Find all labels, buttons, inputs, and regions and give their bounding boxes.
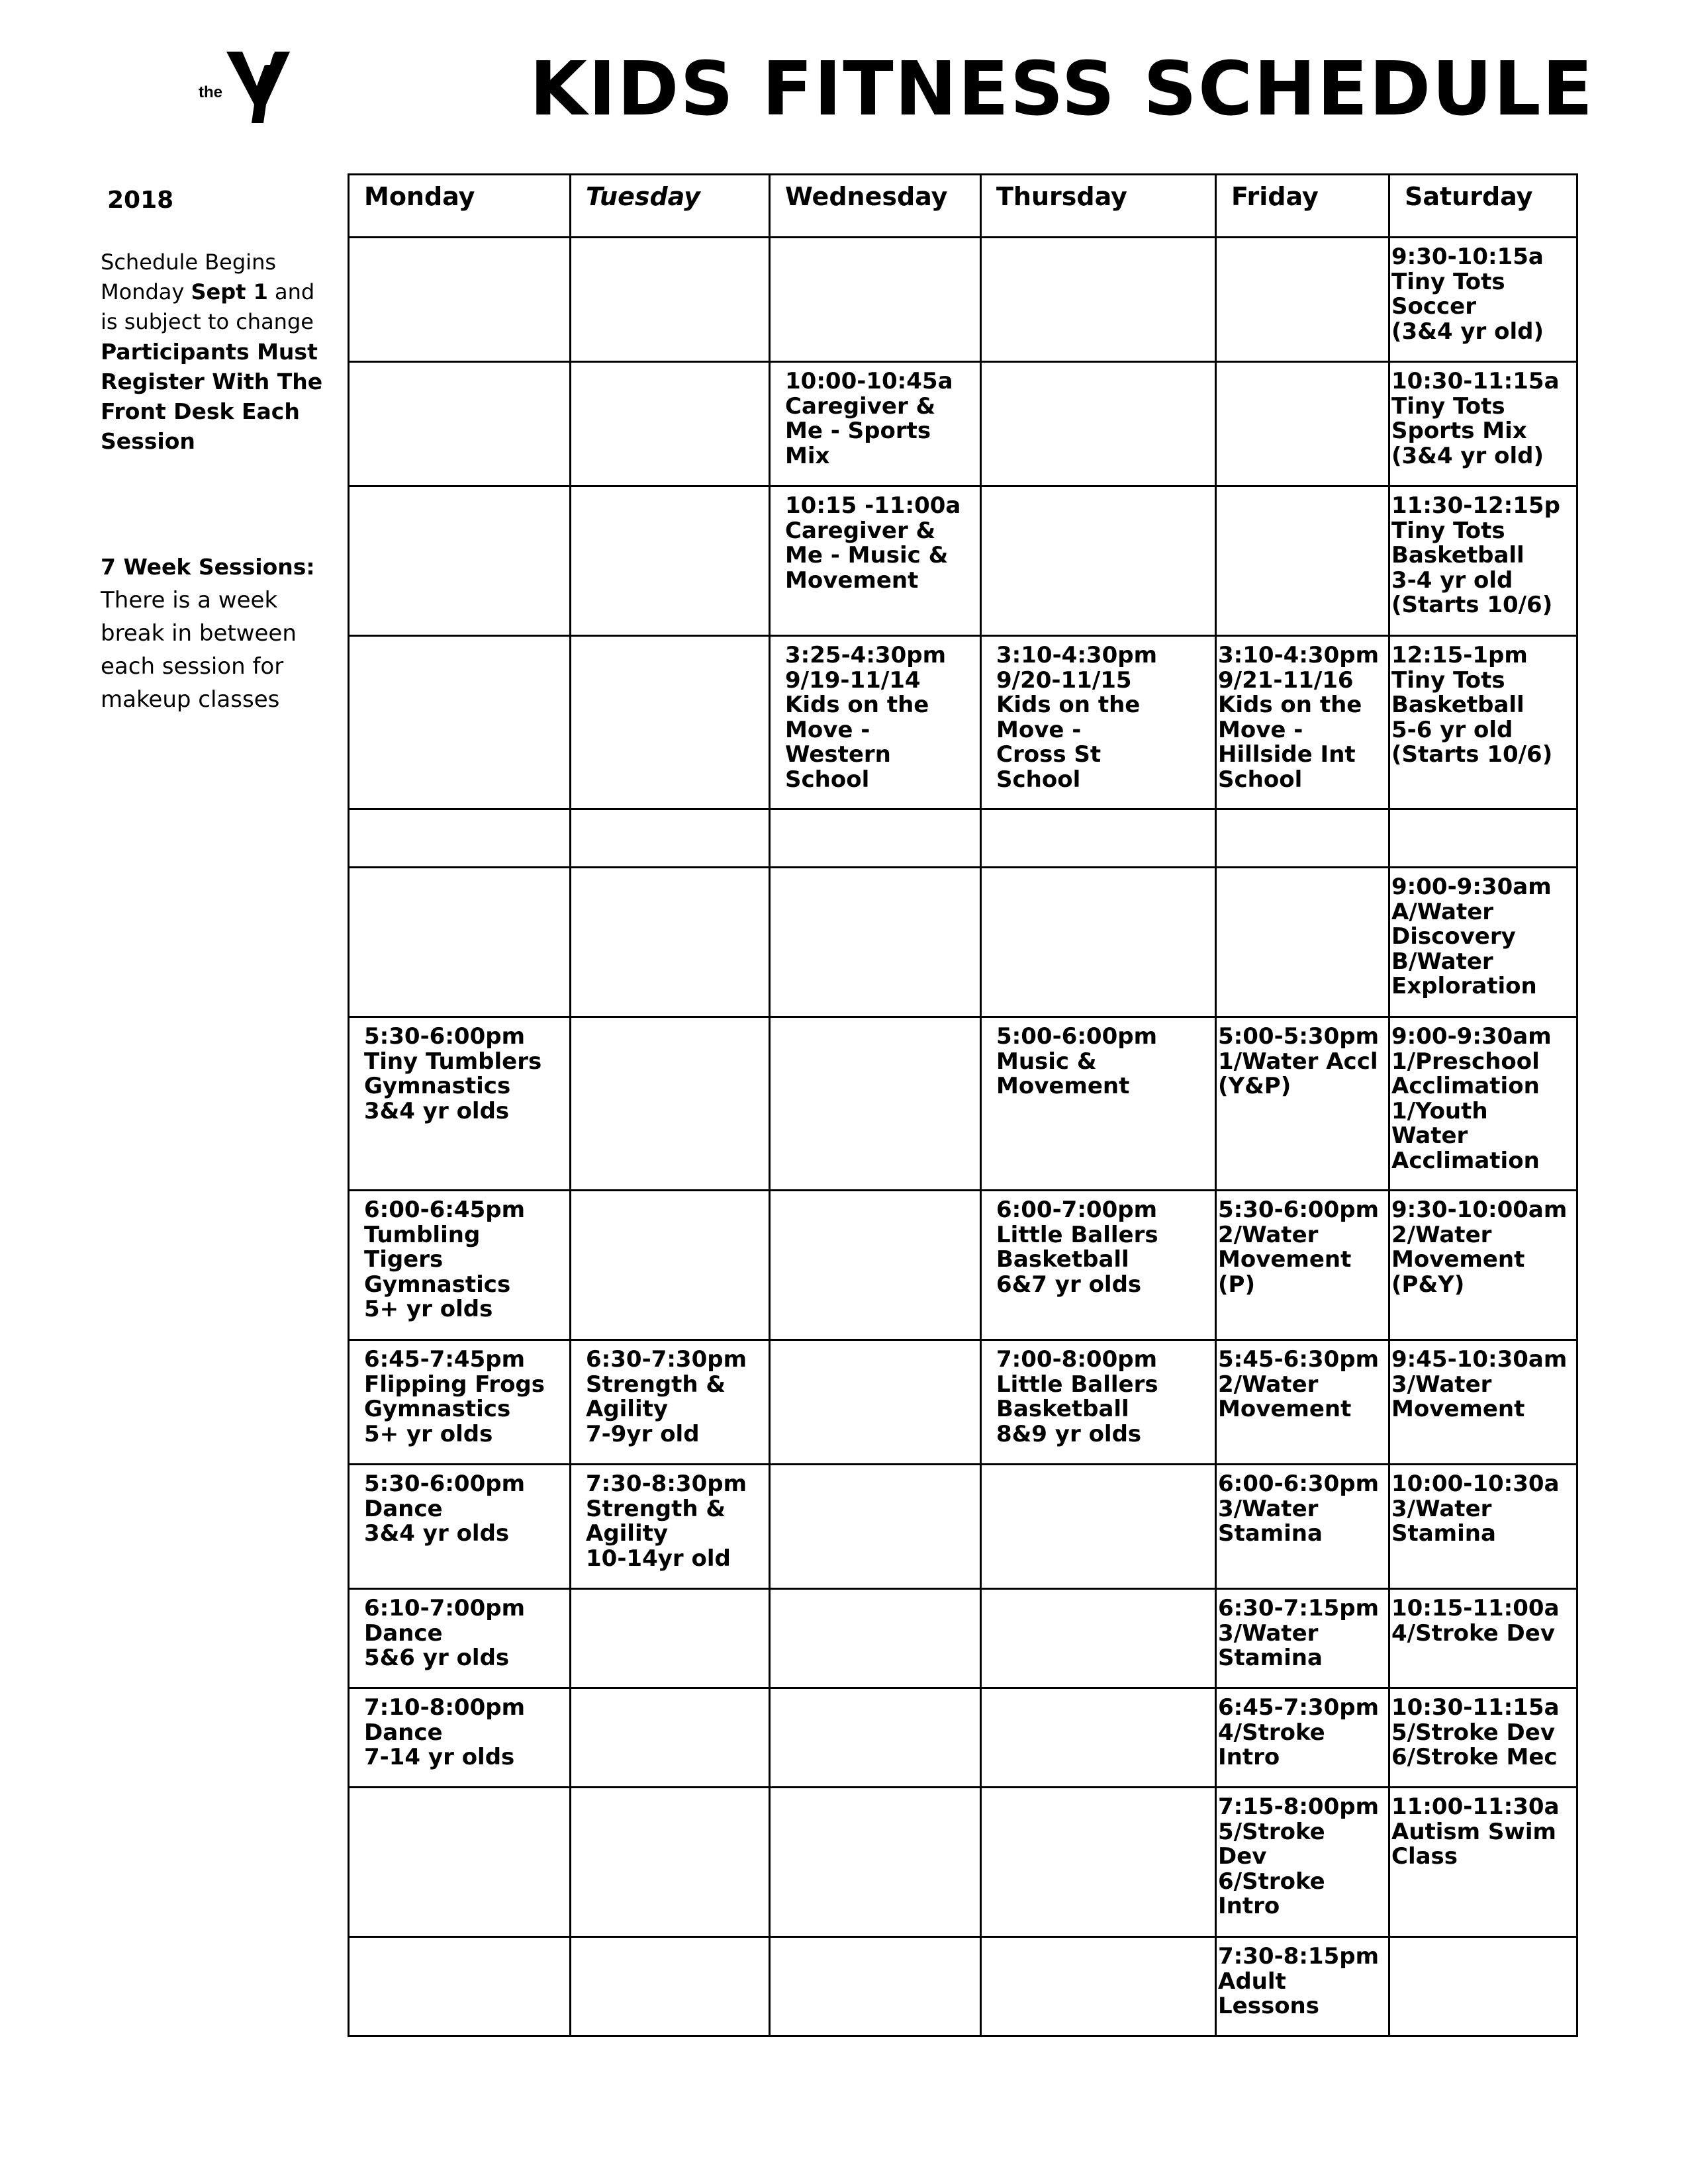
table-row (349, 1340, 1577, 1465)
cell-saturday (1389, 1017, 1577, 1191)
class-entry: 6:00-6:45pm Tumbling Tigers Gymnastics 5+ yr olds (364, 1197, 526, 1322)
class-entry (771, 1788, 980, 1795)
class-entry (982, 1590, 1215, 1596)
cell-thursday (981, 809, 1216, 868)
note-line-2-post: and (267, 279, 315, 304)
cell-saturday (1389, 238, 1577, 362)
cell-monday (349, 1191, 571, 1340)
class-entry: 9:30-10:00am 2/Water Movement (P&Y) (1391, 1197, 1568, 1298)
cell-saturday (1389, 1937, 1577, 2036)
registration-note: Participants Must Register With The Front Desk Each Session (101, 339, 323, 454)
class-entry (982, 1938, 1215, 1944)
table-row (349, 1688, 1577, 1788)
cell-monday (349, 1589, 571, 1688)
class-entry (1217, 868, 1388, 875)
class-entry (571, 810, 769, 817)
table-header-row (349, 175, 1577, 238)
cell-wednesday (770, 1340, 981, 1465)
class-entry: 5:30-6:00pm Dance 3&4 yr olds (364, 1471, 526, 1547)
header-saturday: Saturday (1389, 175, 1577, 238)
class-entry: 6:00-7:00pm Little Ballers Basketball 6&7 yr olds (996, 1197, 1158, 1298)
class-entry (350, 637, 569, 643)
cell-monday (349, 1937, 571, 2036)
table-row (349, 1191, 1577, 1340)
cell-saturday (1389, 362, 1577, 486)
schedule-table (348, 173, 1578, 2037)
class-entry (571, 487, 769, 494)
cell-monday (349, 868, 571, 1017)
cell-tuesday (571, 238, 770, 362)
class-entry (771, 1938, 980, 1944)
cell-wednesday (770, 1937, 981, 2036)
class-entry (1217, 487, 1388, 494)
cell-wednesday (770, 868, 981, 1017)
class-entry (1217, 238, 1388, 245)
class-entry: 7:15-8:00pm 5/Stroke Dev 6/Stroke Intro (1218, 1794, 1380, 1919)
class-entry: 6:30-7:15pm 3/Water Stamina (1218, 1595, 1380, 1671)
cell-friday (1216, 1688, 1389, 1788)
cell-tuesday (571, 1788, 770, 1937)
cell-saturday (1389, 1340, 1577, 1465)
class-entry (982, 810, 1215, 817)
class-entry (1217, 363, 1388, 369)
schedule-notes (101, 248, 326, 456)
cell-friday (1216, 1589, 1389, 1688)
sessions-text: There is a week break in between each session for makeup classes (101, 587, 297, 713)
cell-thursday (981, 1340, 1216, 1465)
table-row (349, 1465, 1577, 1589)
cell-wednesday (770, 1788, 981, 1937)
cell-friday (1216, 1937, 1389, 2036)
class-entry (982, 1788, 1215, 1795)
cell-friday (1216, 1340, 1389, 1465)
cell-tuesday (571, 636, 770, 809)
header-thursday: Thursday (981, 175, 1216, 238)
cell-wednesday (770, 1465, 981, 1589)
header-monday: Monday (349, 175, 571, 238)
class-entry: 7:10-8:00pm Dance 7-14 yr olds (364, 1694, 526, 1770)
cell-tuesday (571, 486, 770, 636)
cell-wednesday (770, 238, 981, 362)
class-entry: 10:00-10:30a 3/Water Stamina (1391, 1471, 1560, 1547)
class-entry: 10:15 -11:00a Caregiver & Me - Music & Movement (785, 492, 961, 594)
cell-thursday (981, 1191, 1216, 1340)
class-entry: 5:30-6:00pm Tiny Tumblers Gymnastics 3&4 yr olds (364, 1023, 542, 1124)
cell-saturday (1389, 809, 1577, 868)
class-entry (571, 1590, 769, 1596)
cell-thursday (981, 1017, 1216, 1191)
table-row (349, 868, 1577, 1017)
cell-friday (1216, 486, 1389, 636)
class-entry (571, 1788, 769, 1795)
class-entry (982, 1465, 1215, 1472)
cell-saturday (1389, 1589, 1577, 1688)
cell-wednesday (770, 809, 981, 868)
cell-wednesday (770, 1191, 981, 1340)
cell-tuesday (571, 1340, 770, 1465)
class-entry (771, 868, 980, 875)
cell-thursday (981, 486, 1216, 636)
cell-monday (349, 486, 571, 636)
class-entry: 9:00-9:30am A/Water Discovery B/Water Exploration (1391, 874, 1552, 999)
class-entry (771, 238, 980, 245)
class-entry: 6:30-7:30pm Strength & Agility 7-9yr old (586, 1346, 747, 1447)
cell-saturday (1389, 1465, 1577, 1589)
cell-tuesday (571, 1688, 770, 1788)
cell-thursday (981, 1589, 1216, 1688)
table-row (349, 362, 1577, 486)
cell-thursday (981, 1465, 1216, 1589)
class-entry (1390, 1938, 1576, 1944)
cell-saturday (1389, 1191, 1577, 1340)
cell-tuesday (571, 1589, 770, 1688)
class-entry: 6:00-6:30pm 3/Water Stamina (1218, 1471, 1380, 1547)
session-info (101, 551, 326, 716)
cell-tuesday (571, 868, 770, 1017)
cell-friday (1216, 868, 1389, 1017)
class-entry (771, 1590, 980, 1596)
class-entry (771, 1465, 980, 1472)
class-entry (571, 363, 769, 369)
cell-friday (1216, 1788, 1389, 1937)
cell-thursday (981, 1688, 1216, 1788)
class-entry (571, 868, 769, 875)
class-entry (571, 1191, 769, 1198)
class-entry (350, 868, 569, 875)
cell-monday (349, 1340, 571, 1465)
class-entry: 7:00-8:00pm Little Ballers Basketball 8&9 yr olds (996, 1346, 1158, 1447)
cell-wednesday (770, 1017, 981, 1191)
class-entry (350, 238, 569, 245)
cell-tuesday (571, 1465, 770, 1589)
cell-friday (1216, 1017, 1389, 1191)
header-tuesday: Tuesday (571, 175, 770, 238)
class-entry (771, 1191, 980, 1198)
class-entry (571, 1938, 769, 1944)
cell-thursday (981, 1788, 1216, 1937)
table-row (349, 486, 1577, 636)
cell-friday (1216, 1191, 1389, 1340)
cell-monday (349, 238, 571, 362)
class-entry: 3:10-4:30pm 9/21-11/16 Kids on the Move - Hillside Int School (1218, 642, 1380, 793)
cell-tuesday (571, 1017, 770, 1191)
cell-friday (1216, 809, 1389, 868)
note-line-2 (101, 277, 326, 307)
class-entry (350, 487, 569, 494)
class-entry: 6:10-7:00pm Dance 5&6 yr olds (364, 1595, 526, 1671)
class-entry (982, 238, 1215, 245)
cell-saturday (1389, 1788, 1577, 1937)
note-start-date: Sept 1 (191, 279, 268, 304)
cell-wednesday (770, 1589, 981, 1688)
cell-monday (349, 1017, 571, 1191)
cell-saturday (1389, 636, 1577, 809)
class-entry: 9:00-9:30am 1/Preschool Acclimation 1/Youth Water Acclimation (1391, 1023, 1552, 1174)
class-entry (771, 810, 980, 817)
class-entry: 6:45-7:45pm Flipping Frogs Gymnastics 5+ yr olds (364, 1346, 545, 1447)
cell-thursday (981, 362, 1216, 486)
cell-wednesday (770, 362, 981, 486)
table-row (349, 809, 1577, 868)
class-entry (771, 1689, 980, 1696)
class-entry: 5:30-6:00pm 2/Water Movement (P) (1218, 1197, 1380, 1298)
class-entry (350, 1938, 569, 1944)
class-entry (771, 1018, 980, 1024)
header-friday: Friday (1216, 175, 1389, 238)
class-entry (1390, 810, 1576, 817)
class-entry: 10:15-11:00a 4/Stroke Dev (1391, 1595, 1560, 1647)
table-row (349, 238, 1577, 362)
cell-tuesday (571, 1191, 770, 1340)
schedule-year: 2018 (107, 187, 174, 214)
cell-wednesday (770, 636, 981, 809)
cell-friday (1216, 1465, 1389, 1589)
cell-tuesday (571, 1937, 770, 2036)
ymca-logo (192, 52, 298, 124)
class-entry: 11:30-12:15p Tiny Tots Basketball 3-4 yr old (Starts 10/6) (1391, 492, 1560, 618)
cell-thursday (981, 1937, 1216, 2036)
cell-monday (349, 1788, 571, 1937)
cell-tuesday (571, 362, 770, 486)
cell-monday (349, 1688, 571, 1788)
class-entry (350, 1788, 569, 1795)
table-row (349, 1017, 1577, 1191)
cell-monday (349, 636, 571, 809)
class-entry (1217, 810, 1388, 817)
ymca-y-icon (225, 52, 291, 124)
cell-saturday (1389, 868, 1577, 1017)
class-entry: 11:00-11:30a Autism Swim Class (1391, 1794, 1560, 1870)
class-entry (982, 1689, 1215, 1696)
cell-saturday (1389, 1688, 1577, 1788)
page-title: KIDS FITNESS SCHEDULE (530, 46, 1595, 132)
cell-monday (349, 1465, 571, 1589)
class-entry: 7:30-8:15pm Adult Lessons (1218, 1943, 1380, 2019)
class-entry: 9:45-10:30am 3/Water Movement (1391, 1346, 1568, 1422)
class-entry: 3:25-4:30pm 9/19-11/14 Kids on the Move - Western School (785, 642, 947, 793)
class-entry: 12:15-1pm Tiny Tots Basketball 5-6 yr old (Starts 10/6) (1391, 642, 1553, 768)
cell-thursday (981, 238, 1216, 362)
cell-friday (1216, 238, 1389, 362)
cell-friday (1216, 636, 1389, 809)
cell-tuesday (571, 809, 770, 868)
class-entry: 3:10-4:30pm 9/20-11/15 Kids on the Move - Cross St School (996, 642, 1158, 793)
cell-friday (1216, 362, 1389, 486)
class-entry: 5:00-6:00pm Music & Movement (996, 1023, 1158, 1099)
class-entry (571, 238, 769, 245)
logo-word: the (199, 83, 222, 101)
class-entry (571, 637, 769, 643)
class-entry (982, 487, 1215, 494)
class-entry: 5:45-6:30pm 2/Water Movement (1218, 1346, 1380, 1422)
cell-monday (349, 362, 571, 486)
class-entry: 7:30-8:30pm Strength & Agility 10-14yr old (586, 1471, 747, 1572)
sessions-heading: 7 Week Sessions: (101, 554, 315, 580)
cell-wednesday (770, 1688, 981, 1788)
table-row (349, 636, 1577, 809)
note-line-2-pre: Monday (101, 279, 191, 304)
cell-wednesday (770, 486, 981, 636)
class-entry: 10:00-10:45a Caregiver & Me - Sports Mix (785, 368, 953, 469)
class-entry (571, 1018, 769, 1024)
class-entry (982, 363, 1215, 369)
class-entry: 9:30-10:15a Tiny Tots Soccer (3&4 yr old) (1391, 244, 1544, 345)
class-entry: 5:00-5:30pm 1/Water Accl (Y&P) (1218, 1023, 1380, 1099)
table-row (349, 1937, 1577, 2036)
note-line-1: Schedule Begins (101, 250, 277, 275)
class-entry (350, 810, 569, 817)
class-entry (771, 1341, 980, 1347)
class-entry (571, 1689, 769, 1696)
cell-thursday (981, 868, 1216, 1017)
header-wednesday: Wednesday (770, 175, 981, 238)
note-line-3: is subject to change (101, 309, 314, 334)
table-row (349, 1589, 1577, 1688)
class-entry (350, 363, 569, 369)
class-entry: 10:30-11:15a 5/Stroke Dev 6/Stroke Mec (1391, 1694, 1560, 1770)
cell-thursday (981, 636, 1216, 809)
class-entry: 10:30-11:15a Tiny Tots Sports Mix (3&4 yr old) (1391, 368, 1560, 469)
cell-monday (349, 809, 571, 868)
table-row (349, 1788, 1577, 1937)
class-entry: 6:45-7:30pm 4/Stroke Intro (1218, 1694, 1380, 1770)
cell-saturday (1389, 486, 1577, 636)
class-entry (982, 868, 1215, 875)
